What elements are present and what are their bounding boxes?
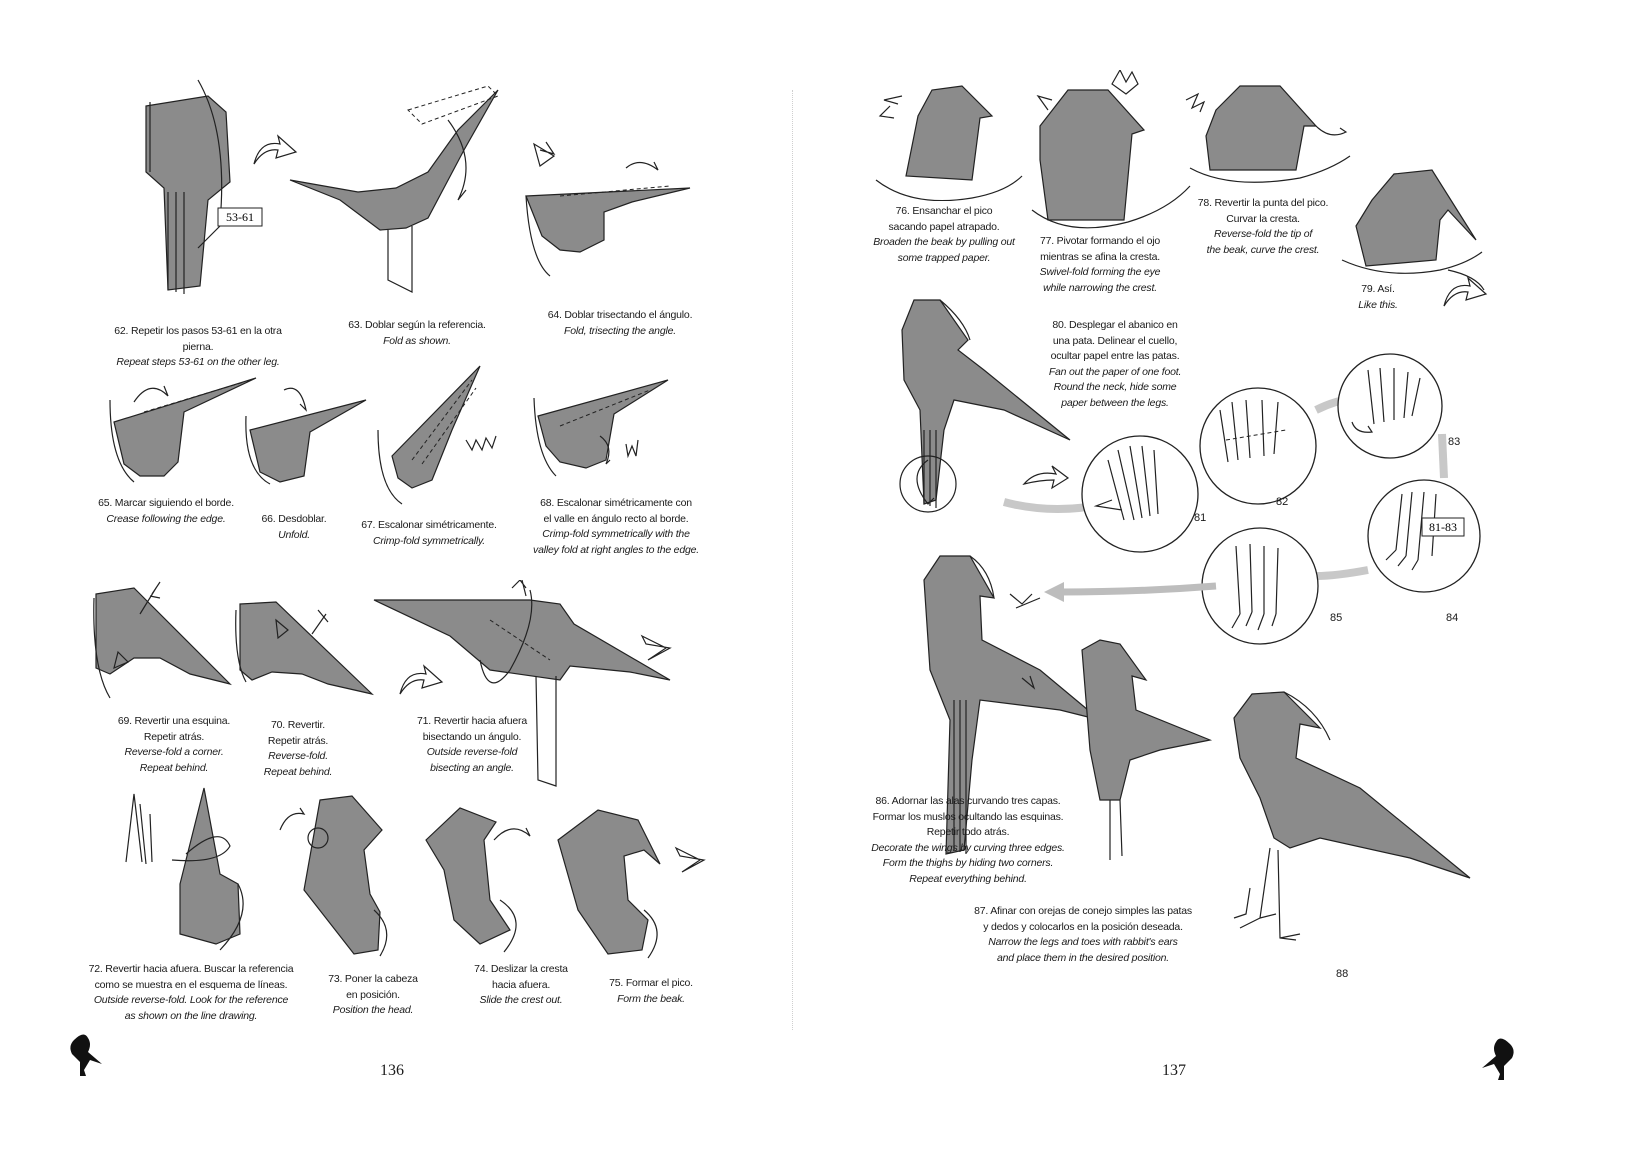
step-69-diagram xyxy=(90,578,240,708)
step-72-caption: 72. Revertir hacia afuera. Buscar la referencia como se muestra en el esquema de líneas. Outside reverse-fold. Look for the reference as shown on the line drawing. xyxy=(88,963,294,1022)
step-75-diagram xyxy=(548,800,718,960)
bird-logo-icon xyxy=(64,1030,110,1080)
step-73-diagram xyxy=(274,790,404,960)
right-page-number: 137 xyxy=(1162,1062,1186,1079)
step-76-caption: 76. Ensanchar el pico sacando papel atrapado. Broaden the beak by pulling out some trapped paper. xyxy=(873,205,1015,264)
step-63-diagram xyxy=(288,80,508,310)
detail-label-84: 84 xyxy=(1446,612,1459,624)
step-76-diagram xyxy=(872,76,1032,201)
ref-box-label: 53-61 xyxy=(226,210,254,224)
step-70-diagram xyxy=(232,590,382,705)
detail-label-85: 85 xyxy=(1330,612,1343,624)
step-74-caption: 74. Deslizar la cresta hacia afuera. Slide the crest out. xyxy=(474,963,568,1006)
step-62-caption: 62. Repetir los pasos 53-61 en la otra pierna. Repeat steps 53-61 on the other leg. xyxy=(114,325,282,368)
step-87-caption: 87. Afinar con orejas de conejo simples las patas y dedos y colocarlos en la posición deseada. Narrow the legs and toes with rabbit's ears and place them in the desired position. xyxy=(974,905,1192,964)
step-77-diagram xyxy=(1028,70,1198,230)
step-71-caption: 71. Revertir hacia afuera bisectando un ángulo. Outside reverse-fold bisecting an angle. xyxy=(417,715,527,774)
step-86-caption: 86. Adornar las alas curvando tres capas. Formar los muslos ocultando las esquinas. Repetir todo atrás. Decorate the wings by curving three edges. Form the thighs by hiding two corners. Repeat everything behind. xyxy=(871,795,1065,885)
step-64-diagram xyxy=(520,140,710,290)
step-62-diagram xyxy=(128,72,268,312)
left-page-number: 136 xyxy=(380,1062,404,1079)
detail-label-81: 81 xyxy=(1194,512,1207,524)
step-88-diagram xyxy=(1220,688,1490,953)
step-70-caption: 70. Revertir. Repetir atrás. Reverse-fold. Repeat behind. xyxy=(263,719,333,778)
detail-ref-label: 81-83 xyxy=(1429,520,1457,534)
step-72-diagram xyxy=(120,784,260,959)
step-67-diagram xyxy=(372,360,512,510)
step-65-caption: 65. Marcar siguiendo el borde. Crease following the edge. xyxy=(98,497,234,525)
step-68-caption: 68. Escalonar simétricamente con el valle en ángulo recto al borde. Crimp-fold symmetrically with the valley fold at right angles to the edge. xyxy=(533,497,699,556)
step-73-caption: 73. Poner la cabeza en posición. Position the head. xyxy=(328,973,418,1016)
page-gutter xyxy=(792,90,794,1030)
step-74-diagram xyxy=(420,800,550,960)
step-63-caption: 63. Doblar según la referencia. Fold as shown. xyxy=(348,319,486,347)
step-78-caption: 78. Revertir la punta del pico. Curvar la cresta. Reverse-fold the tip of the beak, curve the crest. xyxy=(1197,197,1329,256)
step-67-caption: 67. Escalonar simétricamente. Crimp-fold symmetrically. xyxy=(361,519,497,547)
detail-label-82: 82 xyxy=(1276,496,1289,508)
next-arrow-icon xyxy=(1440,272,1490,312)
step-69-caption: 69. Revertir una esquina. Repetir atrás. Reverse-fold a corner. Repeat behind. xyxy=(117,715,231,774)
detail-label-88: 88 xyxy=(1336,968,1349,980)
step-75-caption: 75. Formar el pico. Form the beak. xyxy=(609,977,693,1005)
step-64-caption: 64. Doblar trisectando el ángulo. Fold, trisecting the angle. xyxy=(547,309,693,337)
step-77-caption: 77. Pivotar formando el ojo mientras se afina la cresta. Swivel-fold forming the eye while narrowing the crest. xyxy=(1039,235,1161,294)
next-arrow-icon xyxy=(396,660,446,700)
step-68-diagram xyxy=(530,376,680,486)
step-80-caption: 80. Desplegar el abanico en una pata. Delinear el cuello, ocultar papel entre las patas. Fan out the paper of one foot. Round the neck, hide some paper between the legs. xyxy=(1048,319,1182,409)
step-66-diagram xyxy=(240,380,370,490)
bird-logo-icon xyxy=(1474,1034,1520,1084)
detail-label-83: 83 xyxy=(1448,436,1461,448)
step-66-caption: 66. Desdoblar. Unfold. xyxy=(261,513,327,541)
step-79-caption: 79. Así. Like this. xyxy=(1358,283,1398,311)
step-78-diagram xyxy=(1180,70,1360,190)
